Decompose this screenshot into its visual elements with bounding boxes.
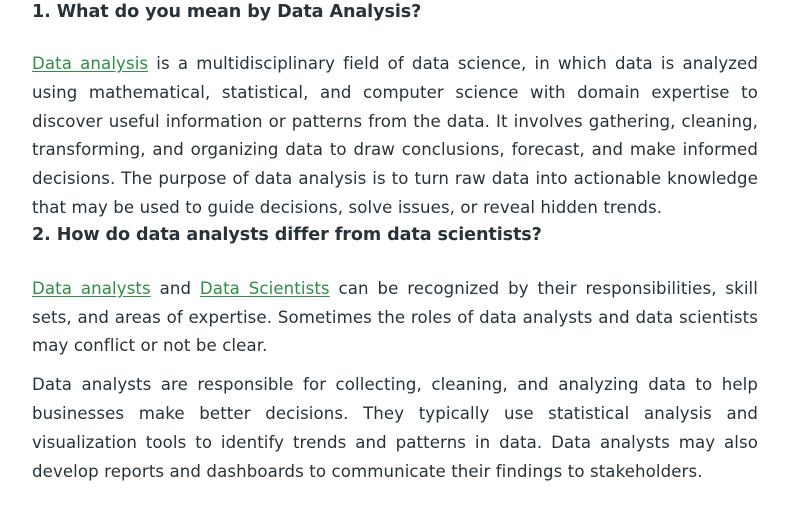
question-heading-1: 1. What do you mean by Data Analysis? (32, 2, 422, 22)
data-analysis-link[interactable]: Data analysis (32, 54, 149, 73)
answer-paragraph-1 (32, 50, 758, 223)
answer-paragraph-3: Data analysts are responsible for collecting, cleaning, and analyzing data to help businesses make better decisions. They typically use statistical analysis and visualization tools to identify trends and patterns in data. Data analysts may also develop reports and dashboards to communicate their findings to stakeholders. (32, 375, 758, 481)
data-analysts-link[interactable]: Data analysts (32, 278, 151, 298)
question-heading-2: 2. How do data analysts differ from data scientists? (32, 224, 542, 245)
answer-paragraph-2 (32, 275, 758, 361)
connector-text: and (150, 278, 200, 298)
data-scientists-link[interactable]: Data Scientists (199, 278, 330, 298)
answer-paragraph-2-text: can be recognized by their responsibilities, skill sets, and areas of expertise. Sometimes the roles of data analysts and data scientists may conflict or not be clear. (32, 278, 758, 356)
answer-paragraph-1-text: is a multidisciplinary field of data science, in which data is analyzed using mathematical, statistical, and computer science with domain expertise to discover useful information or patterns from the data. It involves gathering, cleaning, transforming, and organizing data to draw conclusions, forecast, and make informed decisions. The purpose of data analysis is to turn raw data into actionable knowledge that may be used to guide decisions, solve issues, or reveal hidden trends. (32, 54, 758, 217)
